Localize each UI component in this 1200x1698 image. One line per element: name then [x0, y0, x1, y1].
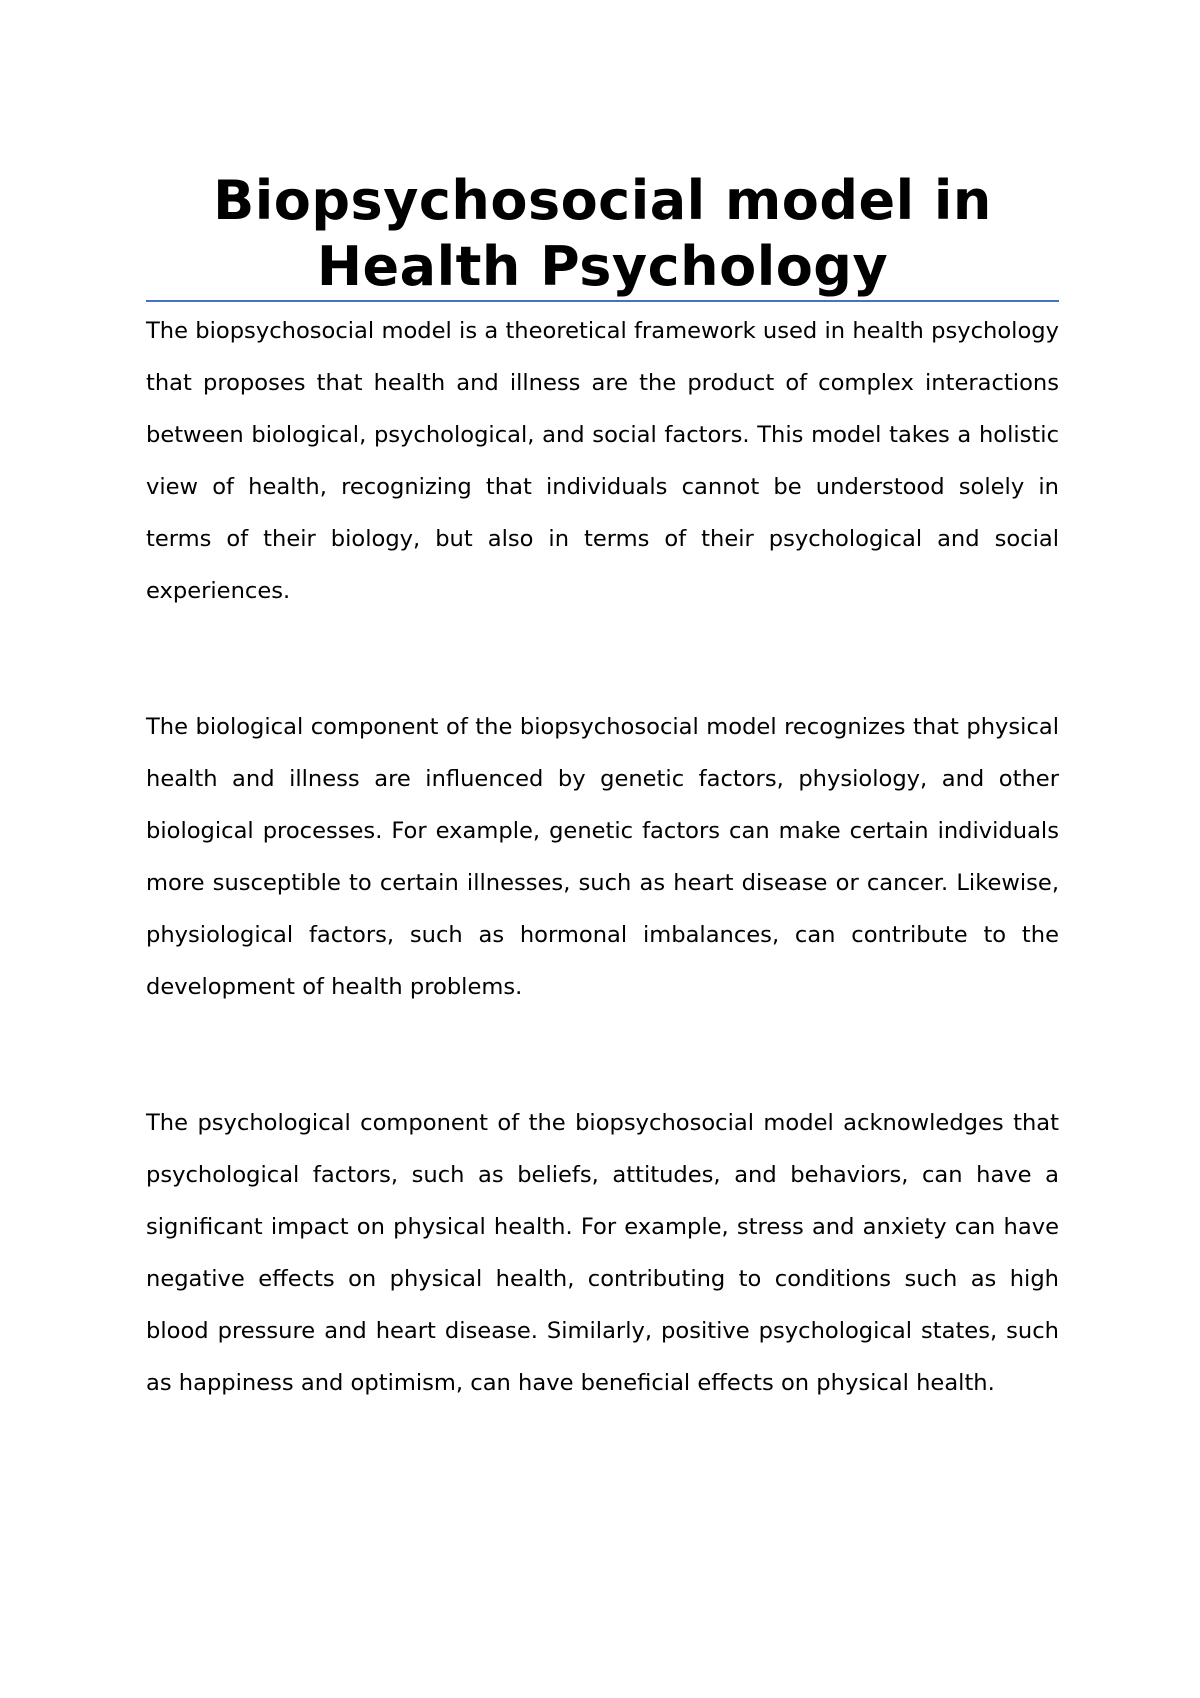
document-body [146, 168, 1059, 1409]
paragraph-psychological: The psychological component of the biopsychosocial model acknowledges that psychological factors, such as beliefs, attitudes, and behaviors, can have a significant impact on physical health. For example, stress and anxiety can have negative effects on physical health, contributing to conditions such as high blood pressure and heart disease. Similarly, positive psychological states, such as happiness and optimism, can have beneficial effects on physical health. [146, 1110, 1059, 1396]
paragraph-biological: The biological component of the biopsychosocial model recognizes that physical health and illness are influenced by genetic factors, physiology, and other biological processes. For example, genetic factors can make certain individuals more susceptible to certain illnesses, such as heart disease or cancer. Likewise, physiological factors, such as hormonal imbalances, can contribute to the development of health problems. [146, 714, 1059, 1000]
title-divider [146, 300, 1059, 302]
title-line-1: Biopsychosocial model in [213, 169, 992, 232]
document-title [146, 168, 1059, 300]
paragraph-intro: The biopsychosocial model is a theoretical framework used in health psychology that proposes that health and illness are the product of complex interactions between biological, psychological, and social factors. This model takes a holistic view of health, recognizing that individuals cannot be understood solely in terms of their biology, but also in terms of their psychological and social experiences. [146, 318, 1059, 604]
title-line-2: Health Psychology [316, 235, 889, 298]
